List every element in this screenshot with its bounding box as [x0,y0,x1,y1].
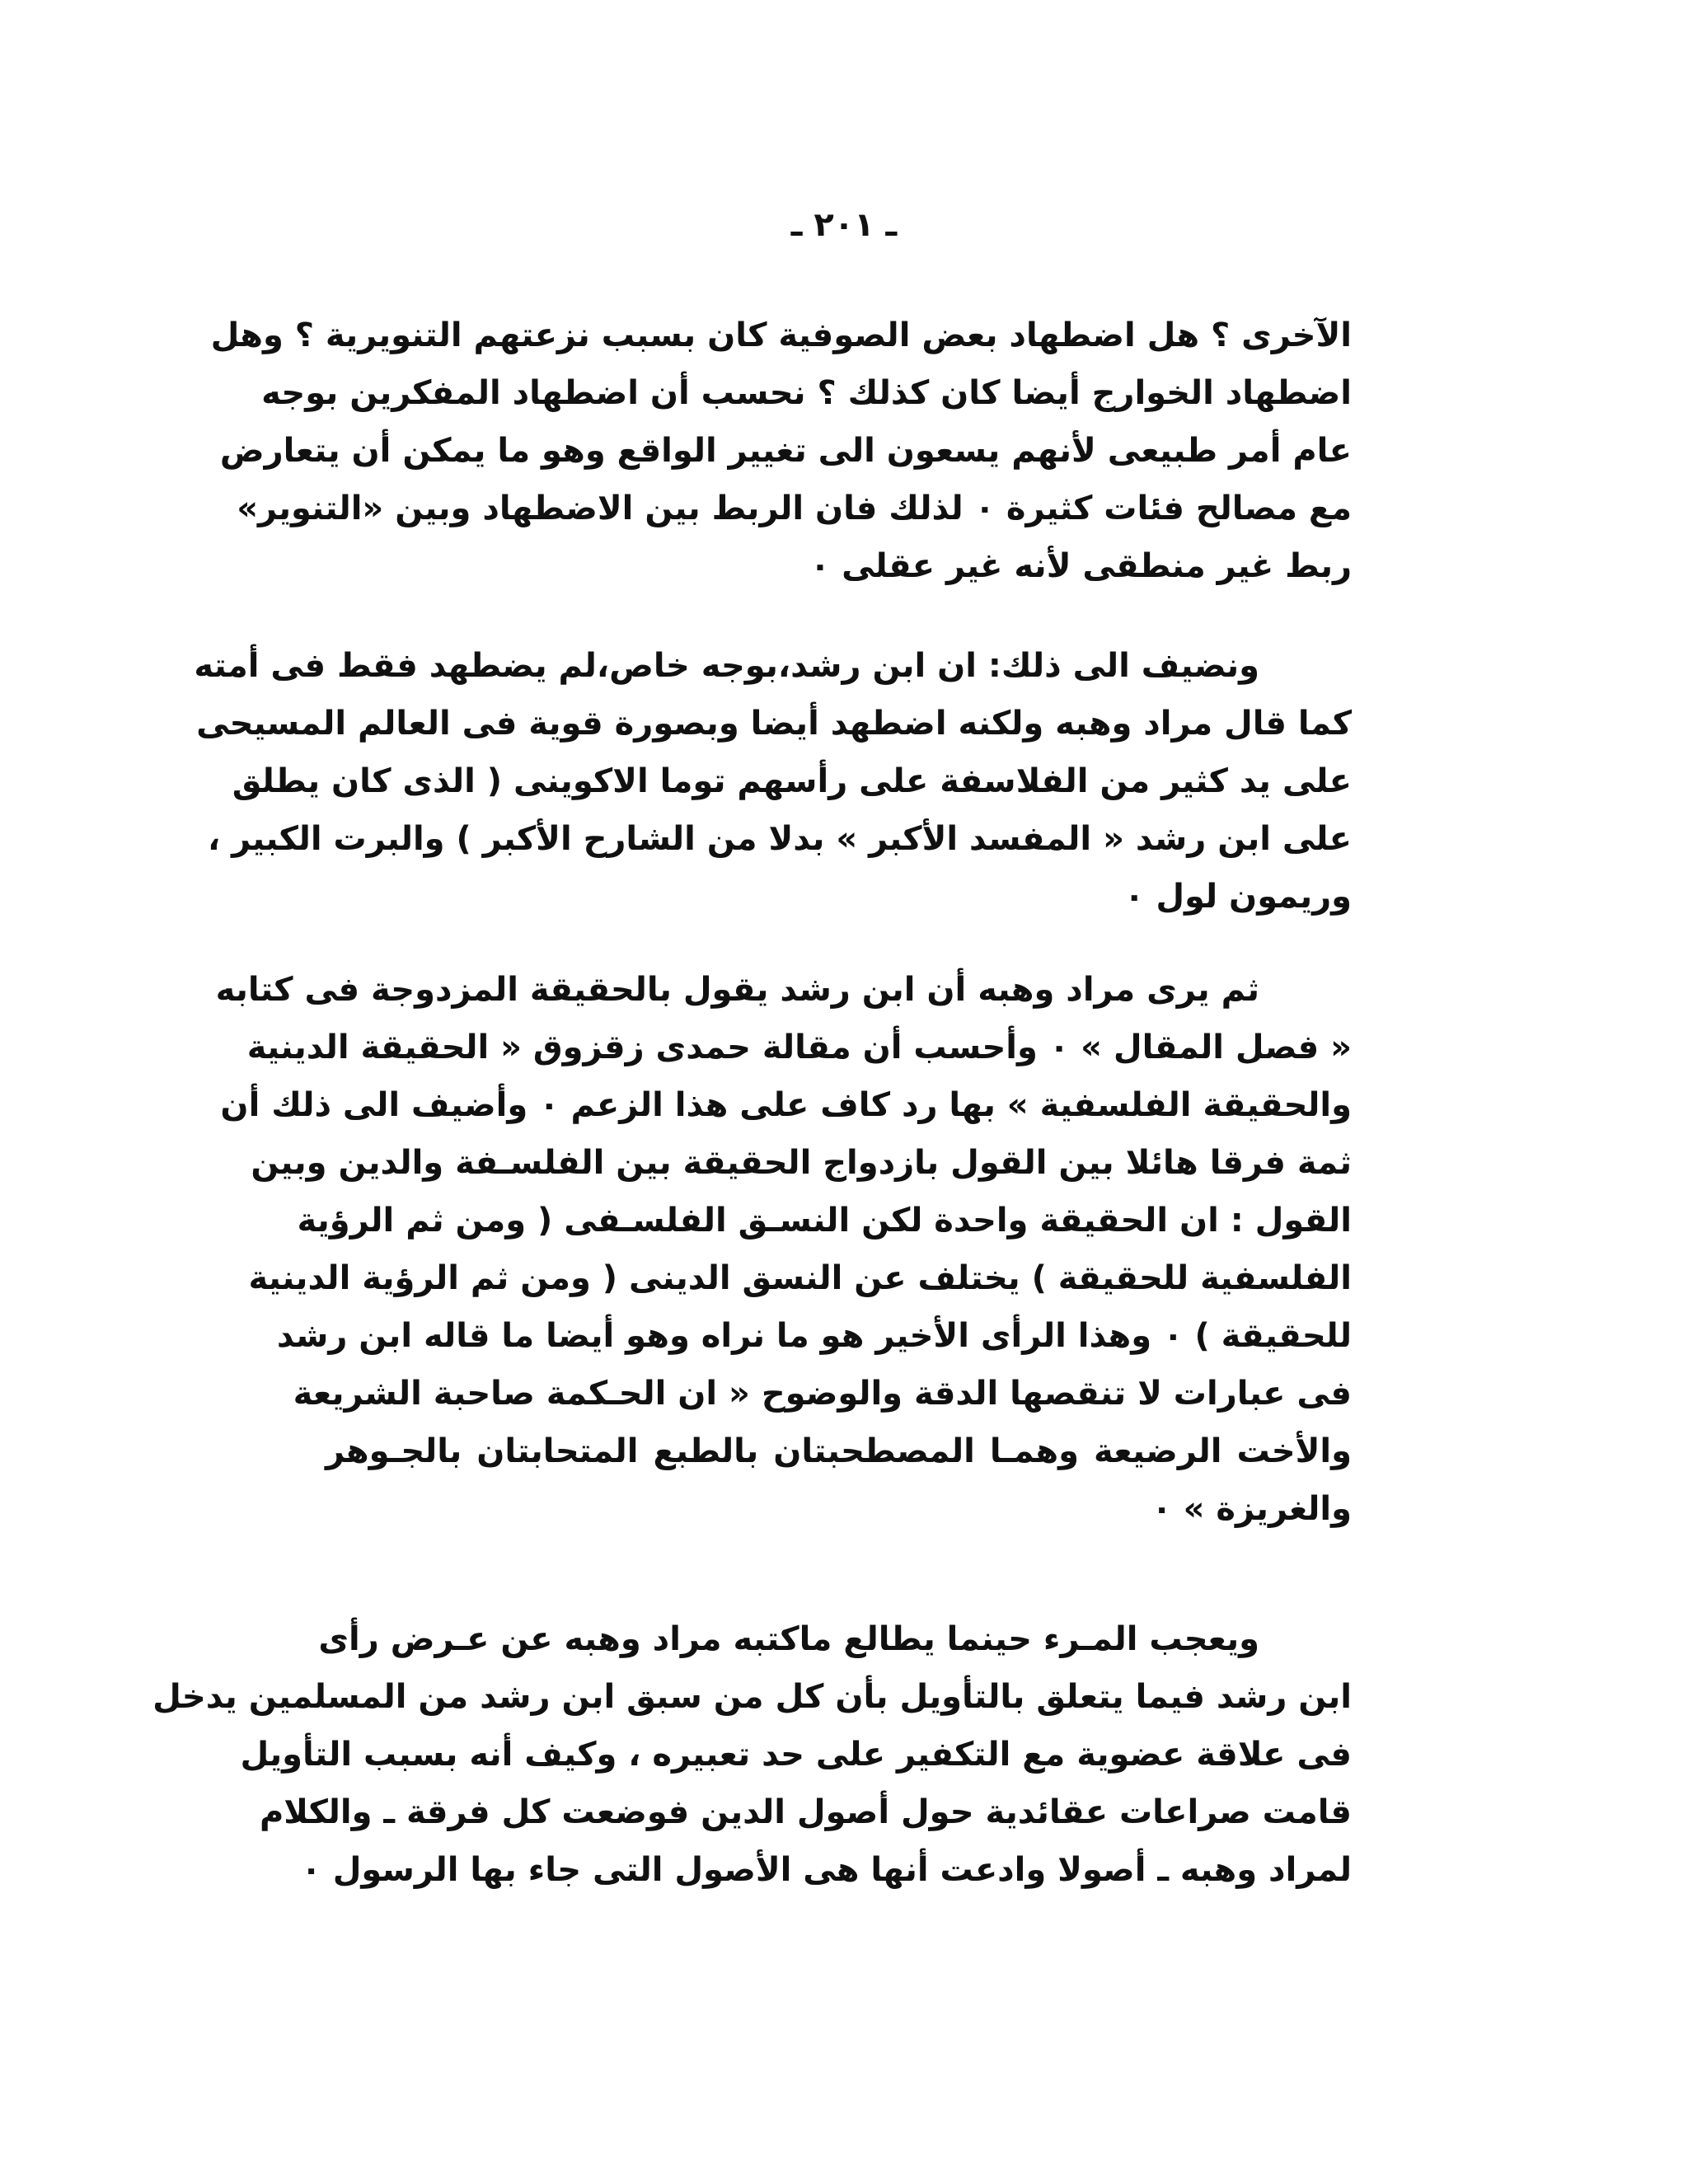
paragraph-line: ويعجب المـرء حينما يطالع ماكتبه مراد وهبه عن عـرض رأى [318,1620,1259,1658]
paragraph-line: ثم يرى مراد وهبه أن ابن رشد يقول بالحقيقة المزدوجة فى كتابه [215,971,1259,1009]
paragraph-line: القول : ان الحقيقة واحدة لكن النسـق الفلسـفى ( ومن ثم الرؤية [297,1202,1352,1240]
paragraph-line: وريمون لول ٠ [1123,878,1352,916]
paragraph-3 [215,961,1352,1538]
paragraph-line: ابن رشد فيما يتعلق بالتأويل بأن كل من سبق ابن رشد من المسلمين يدخل [152,1678,1352,1716]
paragraph-line: فى علاقة عضوية مع التكفير على حد تعبيره ، وكيف أنه بسبب التأويل [240,1736,1352,1774]
paragraph-line: للحقيقة ) ٠ وهذا الرأى الأخير هو ما نراه وهو أيضا ما قاله ابن رشد [276,1317,1352,1355]
paragraph-line: الفلسفية للحقيقة ) يختلف عن النسق الدينى ( ومن ثم الرؤية الدينية [248,1259,1352,1297]
paragraph-line: ربط غير منطقى لأنه غير عقلى ٠ [809,547,1352,585]
paragraph-line: على يد كثير من الفلاسفة على رأسهم توما الاكوينى ( الذى كان يطلق [232,762,1352,800]
paragraph-line: كما قال مراد وهبه ولكنه اضطهد أيضا وبصورة قوية فى العالم المسيحى [196,705,1352,743]
paragraph-line: قامت صراعات عقائدية حول أصول الدين فوضعت كل فرقة ـ والكلام [259,1793,1352,1831]
paragraph-line: والغريزة » ٠ [1151,1490,1352,1528]
paragraph-line: والحقيقة الفلسفية » بها رد كاف على هذا الزعم ٠ وأضيف الى ذلك أن [220,1086,1352,1124]
paragraph-line: لمراد وهبه ـ أصولا وادعت أنها هى الأصول التى جاء بها الرسول ٠ [301,1851,1352,1889]
page-number: ـ ٢٠١ ـ [790,206,898,244]
paragraph-line: على ابن رشد « المفسد الأكبر » بدلا من الشارح الأكبر ) والبرت الكبير ، [207,820,1352,858]
paragraph-line: فى عبارات لا تنقصها الدقة والوضوح « ان الحـكمة صاحبة الشريعة [293,1375,1352,1413]
paragraph-line: ثمة فرقا هائلا بين القول بازدواج الحقيقة بين الفلسـفة والدين وبين [251,1144,1352,1182]
paragraph-line: ونضيف الى ذلك: ان ابن رشد،بوجه خاص،لم يضطهد فقط فى أمته [194,647,1259,685]
paragraph-line: والأخت الرضيعة وهمـا المصطحبتان بالطبع المتحابتان بالجـوهر [326,1432,1352,1470]
paragraph-1 [210,307,1352,595]
paragraph-line: عام أمر طبيعى لأنهم يسعون الى تغيير الواقع وهو ما يمكن أن يتعارض [219,432,1352,470]
paragraph-line: الآخرى ؟ هل اضطهاد بعض الصوفية كان بسبب نزعتهم التنويرية ؟ وهل [210,316,1352,354]
paragraph-line: اضطهاد الخوارج أيضا كان كذلك ؟ نحسب أن اضطهاد المفكرين بوجه [261,374,1352,412]
paragraph-line: « فصل المقال » ٠ وأحسب أن مقالة حمدى زقزوق « الحقيقة الدينية [246,1029,1352,1066]
paragraph-4 [152,1610,1352,1899]
paragraph-2 [194,637,1352,926]
paragraph-line: مع مصالح فئات كثيرة ٠ لذلك فان الربط بين الاضطهاد وبين «التنوير» [237,490,1352,527]
